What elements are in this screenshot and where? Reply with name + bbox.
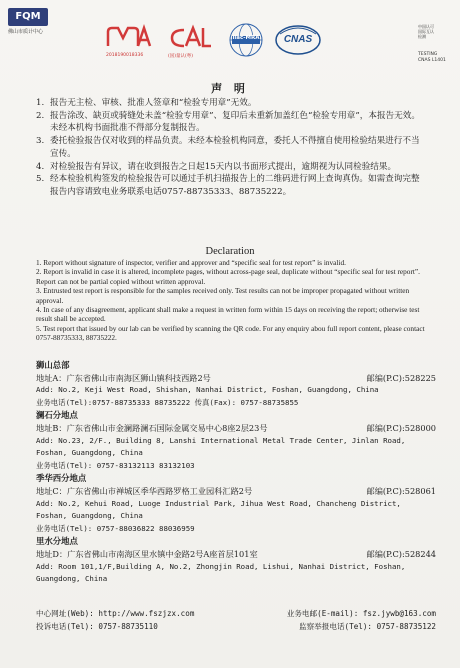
location-address-en: Add: No.23, 2/F., Building 8, Lanshi International Metal Trade Center, Jinlan Road, Foshan, Guangdong, China — [36, 435, 406, 458]
cn-statement-text: 报告涂改、缺页或骑缝处未盖“检验专用章”、复印后未重新加盖红色“检验专用章”，本报告无效。未经本机构书面批准不得部分复制报告。 — [50, 110, 420, 134]
location-postcode: 邮编(P.C):528000 — [366, 422, 436, 433]
cn-statement-number: 3. — [36, 136, 45, 147]
cnas-info — [418, 24, 434, 39]
cn-statement-number: 2. — [36, 110, 45, 121]
location-postcode: 邮编(P.C):528061 — [366, 485, 436, 496]
location-address-cn: 地址D：广东省佛山市南海区里水镇中金路2号A座首层101室 — [36, 548, 258, 559]
footer-email: 业务电邮(E-mail): fsz.jywb@163.com — [286, 609, 436, 618]
cn-statement-number: 1. — [36, 98, 45, 108]
declaration-title: Declaration — [205, 246, 255, 257]
location-block — [36, 472, 436, 535]
locations-section — [36, 359, 436, 586]
location-address-en: Add: No.2, Kehui Road, Luoge Industrial Park, Jihua West Road, Chancheng District, Foshan, Guangdong, China — [36, 498, 401, 521]
footer-complaint-tel: 投诉电话(Tel): 0757-88735110 — [36, 622, 158, 631]
en-statement: 5. Test report that issued by our lab can be verified by scanning the QR code. For any enquiry abou full report content, please contact 0757-88735333, 88735222. — [36, 323, 425, 343]
location-name: 澜石分地点 — [36, 410, 78, 421]
footer-report-tel: 监察举报电话(Tel): 0757-88735122 — [299, 622, 436, 631]
cal-logo — [166, 24, 214, 54]
cn-statement-text: 报告无主检、审核、批准人签章和“检验专用章”无效。 — [50, 98, 257, 108]
cn-statement — [36, 110, 428, 135]
footer-web: 中心网址(Web): http://www.fszjzx.com — [36, 609, 195, 618]
cnas-text: CNAS — [283, 34, 313, 45]
cnas-testing: TESTING — [418, 52, 438, 57]
location-address-en: Add: No.2, Keji West Road, Shishan, Nanhai District, Foshan, Guangdong, China — [36, 385, 379, 395]
location-postcode: 邮编(P.C):528225 — [366, 372, 436, 383]
location-name: 狮山总部 — [36, 360, 70, 370]
cn-statement-text: 经本检验机构签发的检验报告可以通过手机扫描报告上的二维码进行网上查询真伪。如需查询完整报告内容请致电业务联系电话0757-88735333、88735222。 — [50, 174, 420, 197]
fqm-logo-mark: FQM — [8, 8, 48, 26]
location-address-en: Add: Room 101,1/F,Building A, No.2, Zhongjin Road, Lishui, Nanhai District, Foshan, Guangdong, China — [36, 561, 406, 584]
en-statement: 3. Entrusted test report is responsible for the samples received only. Test results can not be improper propagated without written approval. — [36, 286, 410, 305]
cnas-line-2: 国际互认 — [418, 29, 434, 34]
cnas-number-block — [418, 52, 446, 64]
cn-statement-number: 4. — [36, 161, 45, 172]
location-phone: 业务电话(Tel):0757-88735333 88735222 传真(Fax): 0757-88735855 — [36, 397, 299, 407]
location-phone: 业务电话(Tel): 0757-88036822 88036959 — [36, 523, 195, 533]
en-statement: 4. In case of any disagreement, applicant shall make a request in written form within 15 days on receiving the report; otherwise test result shall be accepted. — [36, 305, 420, 324]
en-statement: 1. Report without signature of inspector, verifier and approver and “specific seal for test report” is invalid. — [36, 258, 346, 267]
cma-logo — [104, 24, 154, 54]
cnas-line-1: 中国认可 — [418, 24, 434, 29]
cn-statement-list — [36, 97, 428, 199]
ilac-mra-logo — [226, 22, 266, 62]
location-name: 季华西分地点 — [36, 473, 87, 484]
location-name: 里水分地点 — [36, 536, 78, 547]
ilac-mra-text: ilac-MRA — [232, 35, 260, 41]
cn-statement-text: 委托检验报告仅对收到的样品负责。未经本检验机构同意，委托人不得擅自使用检验结果进行不当宣传。 — [50, 136, 420, 159]
cnas-line-3: 检测 — [418, 34, 426, 39]
cnas-logo — [274, 22, 322, 62]
cn-statement-text: 对检验报告有异议，请在收到报告之日起15天内以书面形式提出，逾期视为认同检验结果。 — [50, 161, 397, 172]
location-address-cn: 地址B：广东省佛山市金澜路澜石国际金属交易中心8座2层23号 — [36, 422, 268, 433]
cn-statement — [36, 173, 428, 198]
page-title: 声 明 — [211, 82, 249, 95]
fqm-logo — [8, 8, 58, 35]
fqm-logo-subtitle: 佛山市质计中心 — [8, 29, 44, 35]
cn-statement — [36, 135, 428, 160]
location-block — [36, 359, 436, 409]
cma-caption: 2018190018336 — [106, 53, 144, 58]
en-statement-list — [36, 258, 428, 343]
footer-contacts — [36, 607, 436, 633]
cn-statement — [36, 161, 428, 173]
cal-caption: (国)量认(粤) — [168, 54, 194, 59]
cn-statement — [36, 97, 428, 109]
cnas-number: CNAS L1401 — [418, 58, 446, 63]
location-block — [36, 409, 436, 472]
location-postcode: 邮编(P.C):528244 — [366, 548, 436, 559]
cn-statement-number: 5. — [36, 174, 45, 185]
en-statement: 2. Report is invalid in case it is altered, incomplete pages, without across-page seal, duplicate without “specific seal for test report”. Report can not be partial copied without written approval. — [36, 267, 420, 286]
location-phone: 业务电话(Tel): 0757-83132113 83132103 — [36, 460, 195, 470]
location-address-cn: 地址C：广东省佛山市禅城区季华西路罗格工业园科汇路2号 — [36, 485, 253, 496]
location-block — [36, 535, 436, 585]
location-address-cn: 地址A：广东省佛山市南海区狮山镇科技西路2号 — [36, 372, 211, 383]
